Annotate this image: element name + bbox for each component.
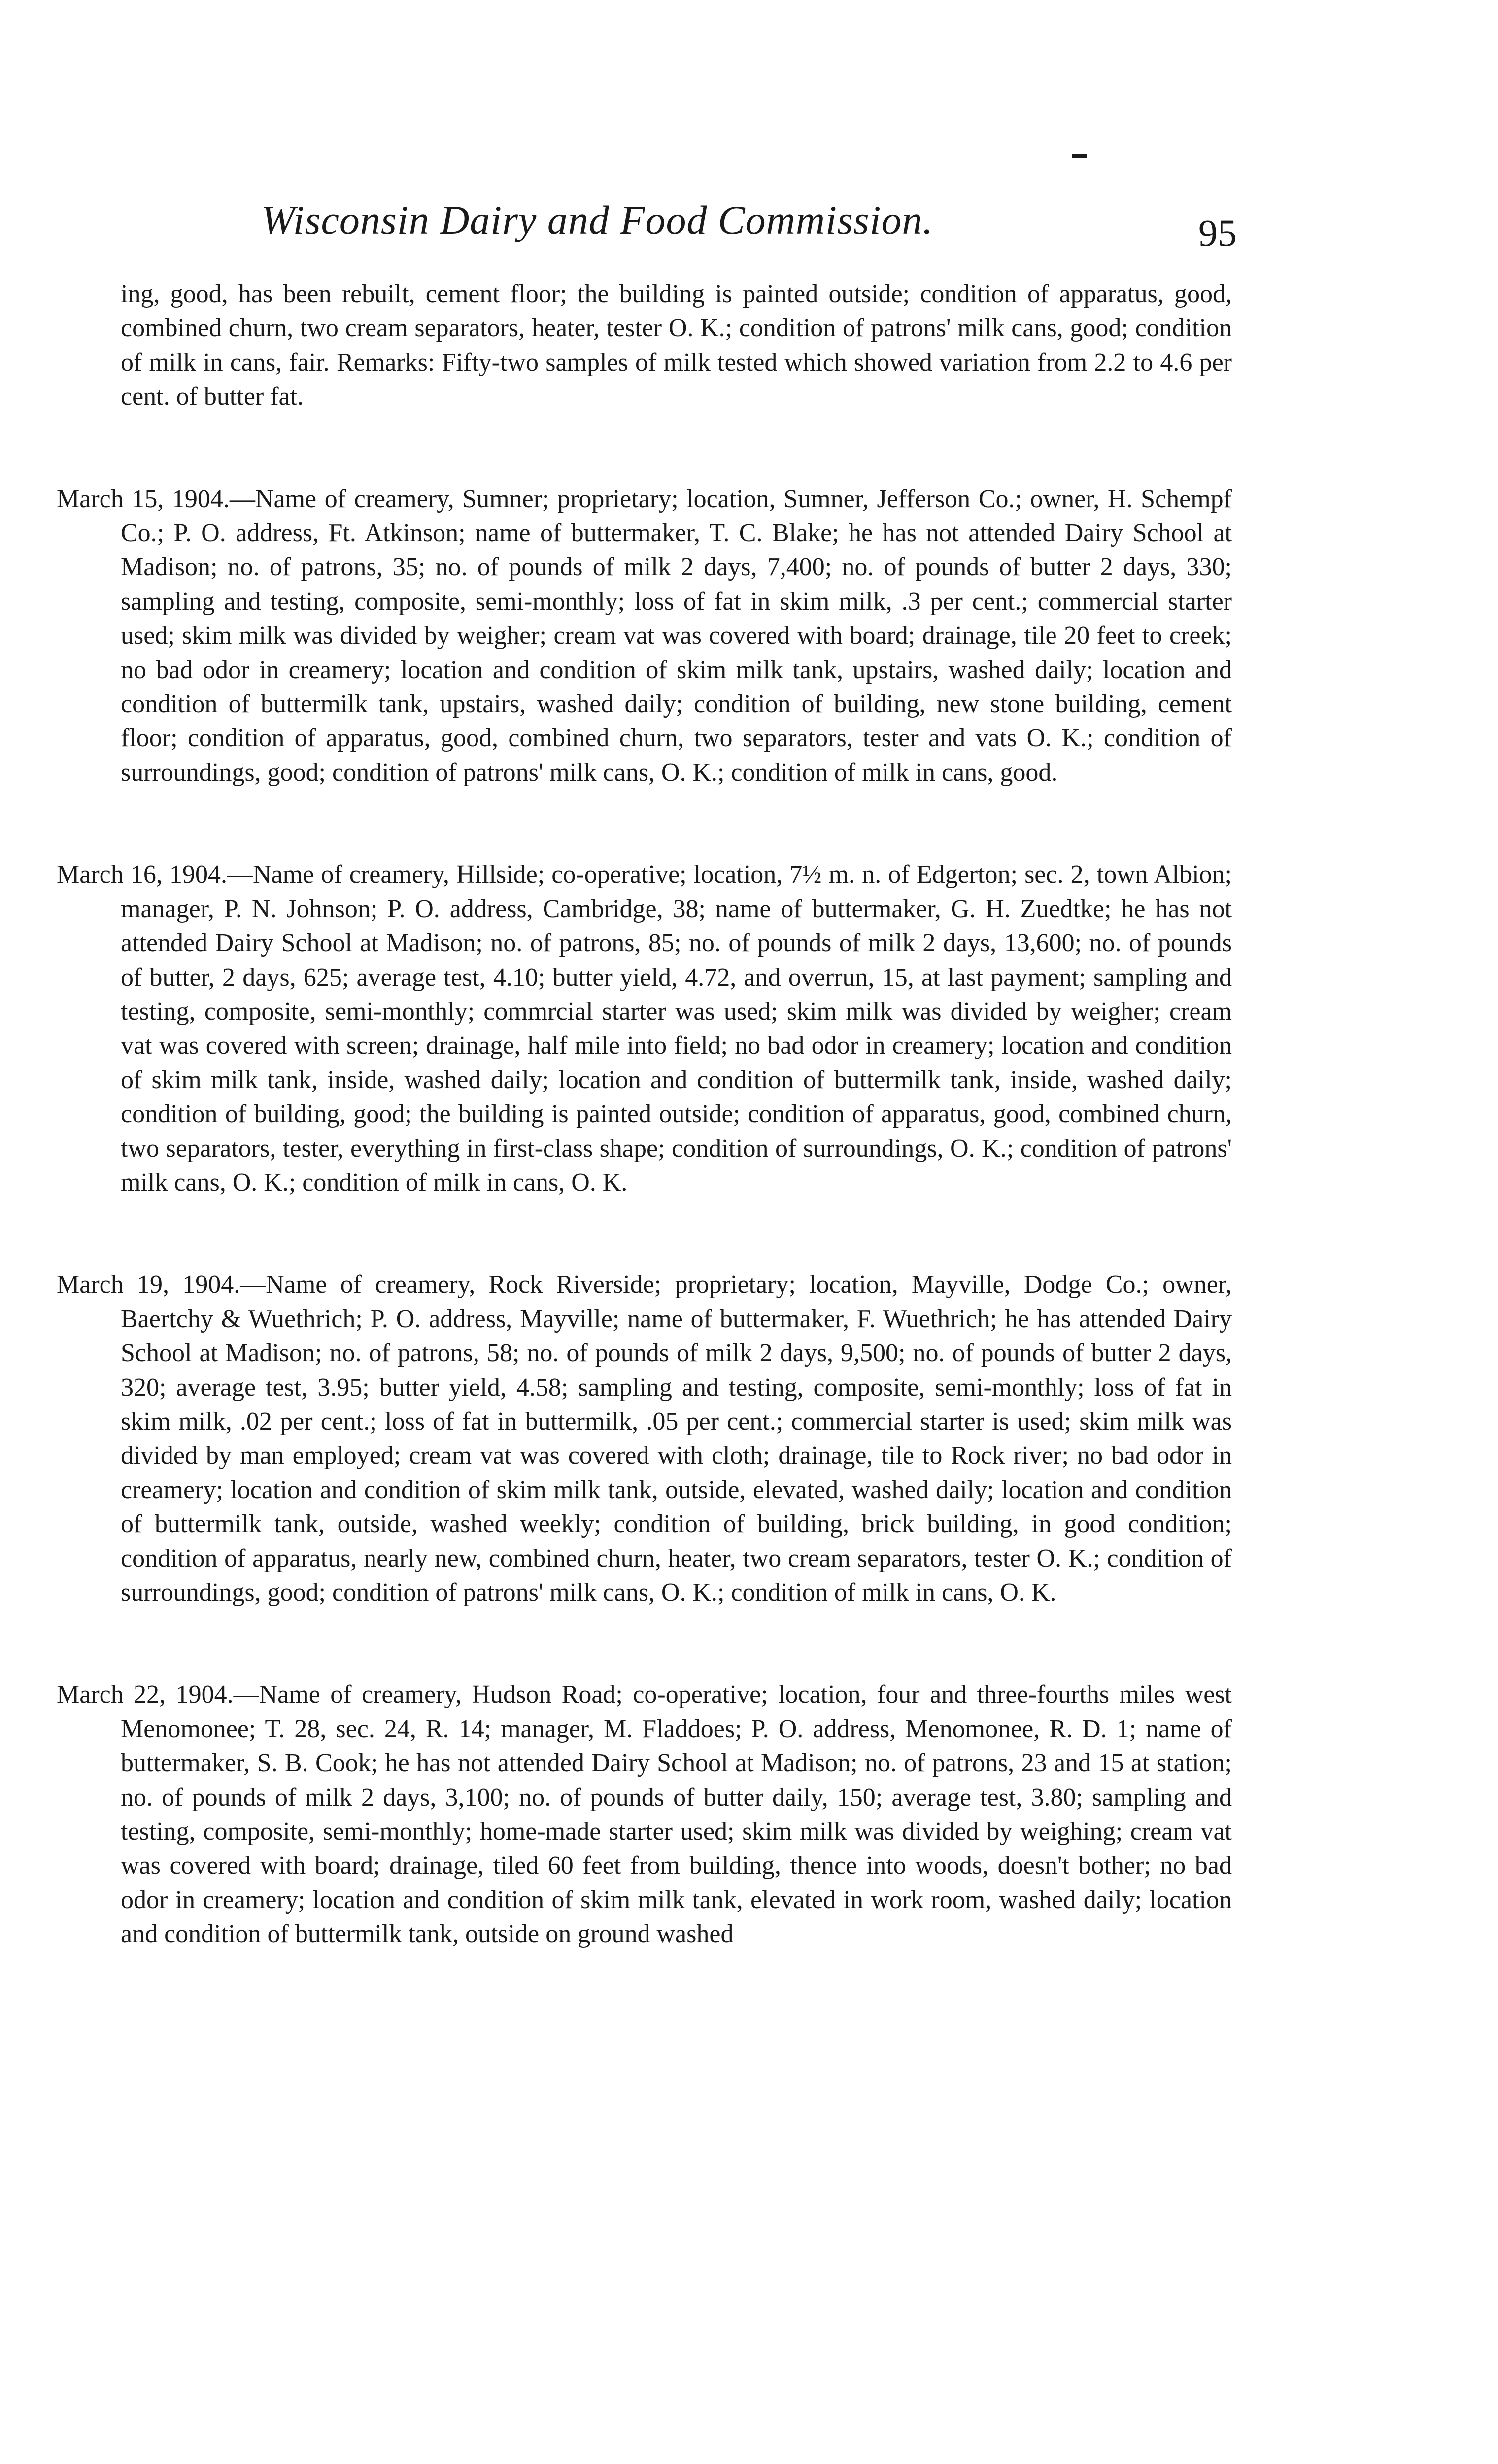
report-entry	[57, 857, 1232, 1199]
entry-text: —Name of creamery, Rock Riverside; proprietary; location, Mayville, Dodge Co.; owner, Baertchy & Wuethrich; P. O. address, Mayville; name of buttermaker, F. Wuethrich; he has attended Dairy School at Madison; no. of patrons, 58; no. of pounds of milk 2 days, 9,500; no. of pounds of butter 2 days, 320; average test, 3.95; butter yield, 4.58; sampling and testing, composite, semi-monthly; loss of fat in skim milk, .02 per cent.; loss of fat in buttermilk, .05 per cent.; commercial starter is used; skim milk was divided by man employed; cream vat was covered with cloth; drainage, tile to Rock river; no bad odor in creamery; location and condition of skim milk tank, outside, elevated, washed daily; location and condition of buttermilk tank, outside, washed weekly; condition of building, brick building, in good condition; condition of apparatus, nearly new, combined churn, heater, two cream separators, tester O. K.; condition of surroundings, good; condition of patrons' milk cans, O. K.; condition of milk in cans, O. K.	[121, 1270, 1232, 1607]
entry-text: —Name of creamery, Sumner; proprietary; location, Sumner, Jefferson Co.; owner, H. Schempf Co.; P. O. address, Ft. Atkinson; name of buttermaker, T. C. Blake; he has not attended Dairy School at Madison; no. of patrons, 35; no. of pounds of milk 2 days, 7,400; no. of pounds of butter 2 days, 330; sampling and testing, composite, semi-monthly; loss of fat in skim milk, .3 per cent.; commercial starter used; skim milk was divided by weigher; cream vat was covered with board; drainage, tile 20 feet to creek; no bad odor in creamery; location and condition of skim milk tank, upstairs, washed daily; location and condition of buttermilk tank, upstairs, washed daily; condition of building, new stone building, cement floor; condition of apparatus, good, combined churn, two separators, tester and vats O. K.; condition of surroundings, good; condition of patrons' milk cans, O. K.; condition of milk in cans, good.	[121, 484, 1232, 787]
report-body	[57, 277, 1232, 2019]
entry-text: —Name of creamery, Hudson Road; co-operative; location, four and three-fourths miles west Menomonee; T. 28, sec. 24, R. 14; manager, M. Fladdoes; P. O. address, Menomonee, R. D. 1; name of buttermaker, S. B. Cook; he has not attended Dairy School at Madison; no. of patrons, 23 and 15 at station; no. of pounds of milk 2 days, 3,100; no. of pounds of butter daily, 150; average test, 3.80; sampling and testing, composite, semi-monthly; home-made starter used; skim milk was divided by weighing; cream vat was covered with board; drainage, tiled 60 feet from building, thence into woods, doesn't bother; no bad odor in creamery; location and condition of skim milk tank, elevated in work room, washed daily; location and condition of buttermilk tank, outside on ground washed	[121, 1680, 1232, 1949]
entry-text: ing, good, has been rebuilt, cement floor; the building is painted outside; condition of apparatus, good, combined churn, two cream separators, heater, tester O. K.; condition of patrons' milk cans, good; condition of milk in cans, fair. Remarks: Fifty-two samples of milk tested which showed variation from 2.2 to 4.6 per cent. of butter fat.	[121, 280, 1232, 411]
entry-date: March 16, 1904.	[57, 860, 228, 889]
report-entry-continued	[57, 277, 1232, 414]
report-entry	[57, 1267, 1232, 1609]
page-number: 95	[1198, 211, 1237, 254]
report-entry	[57, 482, 1232, 790]
entry-date: March 19, 1904.	[57, 1270, 240, 1299]
page-header	[261, 197, 1237, 266]
entry-text: —Name of creamery, Hillside; co-operative; location, 7½ m. n. of Edgerton; sec. 2, town Albion; manager, P. N. Johnson; P. O. address, Cambridge, 38; name of buttermaker, G. H. Zuedtke; he has not attended Dairy School at Madison; no. of patrons, 85; no. of pounds of milk 2 days, 13,600; no. of pounds of butter, 2 days, 625; average test, 4.10; butter yield, 4.72, and overrun, 15, at last payment; sampling and testing, composite, semi-monthly; commrcial starter was used; skim milk was divided by weigher; cream vat was covered with screen; drainage, half mile into field; no bad odor in creamery; location and condition of skim milk tank, inside, washed daily; location and condition of buttermilk tank, inside, washed daily; condition of building, good; the building is painted outside; condition of apparatus, good, combined churn, two separators, tester, everything in first-class shape; condition of surroundings, O. K.; condition of patrons' milk cans, O. K.; condition of milk in cans, O. K.	[121, 860, 1232, 1197]
print-mark	[1072, 154, 1087, 158]
entry-date: March 22, 1904.	[57, 1680, 234, 1709]
entry-date: March 15, 1904.	[57, 484, 230, 513]
report-entry	[57, 1677, 1232, 1951]
running-title: Wisconsin Dairy and Food Commission.	[261, 198, 933, 242]
